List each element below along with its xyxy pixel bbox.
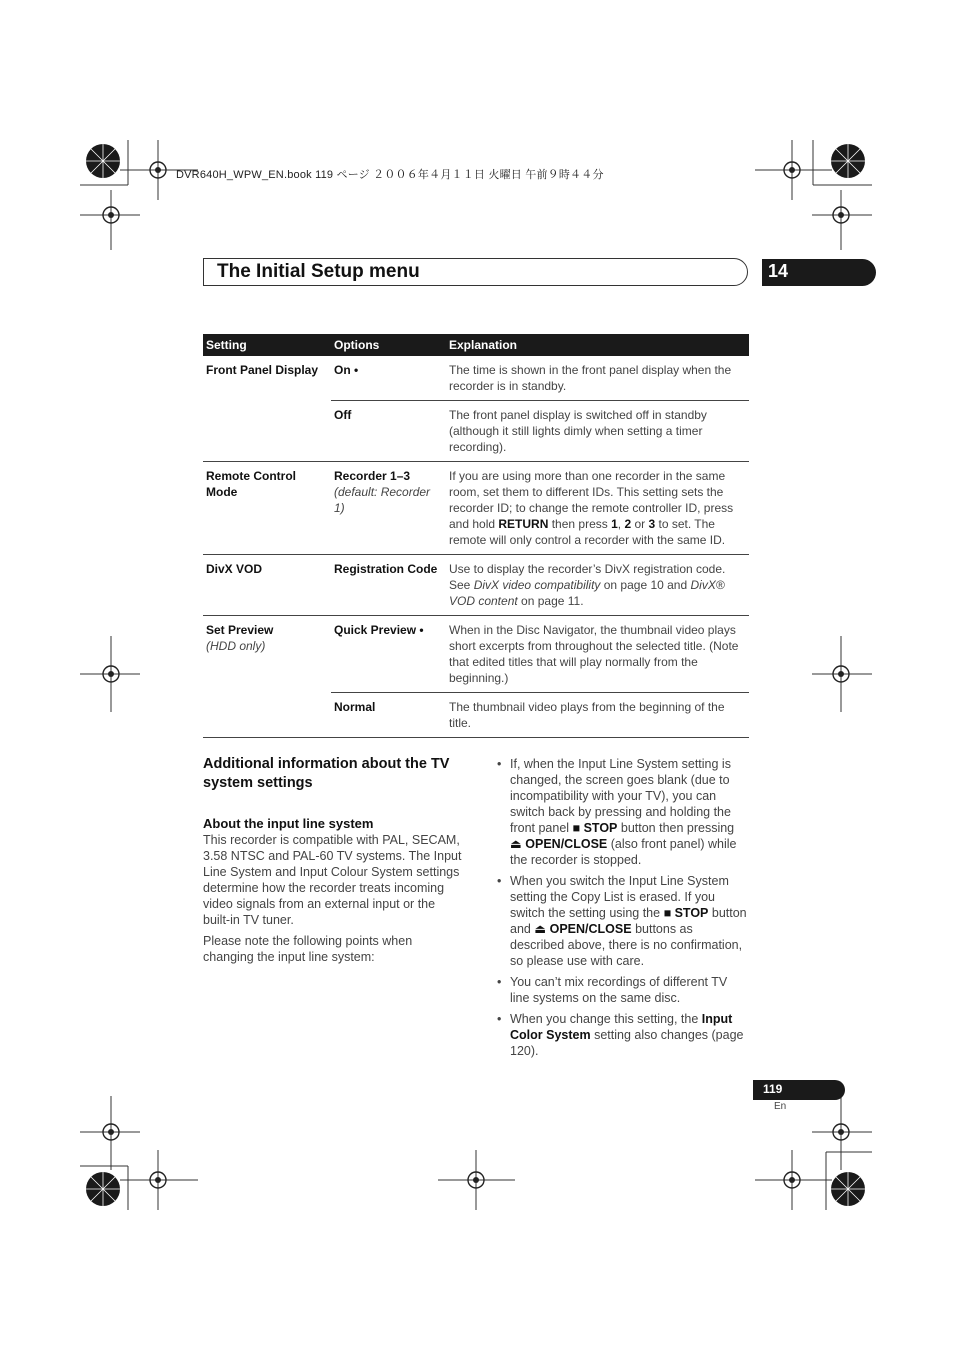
explanation-remote: [446, 462, 749, 555]
heading-tv-system: Additional information about the TV system settings: [203, 756, 450, 791]
setting-set-preview-label: Set Preview: [206, 623, 274, 637]
option-on: On •: [331, 356, 446, 401]
section-title-bar: [203, 258, 748, 286]
setting-remote-control: Remote Control Mode: [203, 462, 331, 555]
text: (also front panel) while the recorder is stopped.: [510, 837, 737, 867]
header-options: Options: [331, 334, 446, 356]
option-normal: Normal: [331, 693, 446, 738]
text: Use to display the recorder’s DivX registration code. See: [449, 562, 726, 592]
table-header-row: [203, 334, 749, 356]
explanation-off: The front panel display is switched off in standby (although it still lights dimly when setting a timer recording).: [446, 401, 749, 462]
header-setting: Setting: [203, 334, 331, 356]
paragraph: Please note the following points when changing the input line system:: [203, 934, 413, 964]
left-column: [203, 755, 465, 970]
header-explanation: Explanation: [446, 334, 749, 356]
text: If, when the Input Line System setting is changed, the screen goes blank (due to incompatibility with your TV), you can switch back by pressing and holding the front panel: [510, 757, 731, 835]
key-open-close: ⏏ OPEN/CLOSE: [534, 922, 632, 936]
text: If you are using more than one recorder in the same room, set them to different IDs. This setting sets the recorder ID; to change the remote controller ID, press and hold: [449, 469, 734, 531]
explanation-normal: The thumbnail video plays from the beginning of the title.: [446, 693, 749, 738]
key-3: 3: [648, 517, 656, 531]
table-row: [203, 555, 749, 616]
subheading-input-line: About the input line system: [203, 816, 374, 831]
list-item: • You can’t mix recordings of different TV line systems on the same disc.: [497, 974, 749, 1006]
bullet-list: [497, 756, 749, 1059]
list-item: [497, 873, 749, 969]
key-stop: ■ STOP: [572, 821, 618, 835]
text: then press: [548, 517, 612, 531]
text: button then pressing: [617, 821, 735, 835]
chapter-tab: [762, 259, 876, 286]
text: on page 10 and: [600, 578, 691, 592]
setting-divx-vod: DivX VOD: [203, 555, 331, 616]
text: When you change this setting, the: [510, 1012, 702, 1026]
ref-divx-compat: DivX video compatibility: [473, 578, 601, 592]
text: button and: [510, 906, 747, 936]
explanation-divx: [446, 555, 749, 616]
table-row: [203, 356, 749, 401]
text: on page 11.: [517, 594, 584, 608]
page-number-tab: [753, 1080, 845, 1100]
setting-input-color-system: Input Color System: [510, 1012, 733, 1042]
text: ,: [617, 517, 625, 531]
option-off: Off: [331, 401, 446, 462]
option-quick-preview: Quick Preview •: [331, 616, 446, 693]
page-number: 119: [763, 1082, 783, 1096]
explanation-on: The time is shown in the front panel display when the recorder is in standby.: [446, 356, 749, 401]
settings-table: [203, 334, 749, 738]
option-recorder: [331, 462, 446, 555]
setting-front-panel: Front Panel Display: [203, 356, 331, 462]
key-open-close: ⏏ OPEN/CLOSE: [510, 837, 608, 851]
text: setting also changes (page 120).: [510, 1028, 744, 1058]
ref-divx-vod: DivX® VOD content: [449, 578, 725, 608]
right-column: [497, 756, 749, 1064]
setting-set-preview-note: (HDD only): [206, 639, 266, 653]
option-recorder-default: (default: Recorder 1): [334, 485, 431, 515]
list-item: [497, 1011, 749, 1059]
option-recorder-label: Recorder 1–3: [334, 469, 411, 483]
key-stop: ■ STOP: [663, 906, 709, 920]
print-header: DVR640H_WPW_EN.book 119 ページ ２００６年４月１１日 火曜日 午前９時４４分: [176, 169, 604, 181]
key-1: 1: [611, 517, 618, 531]
key-return: RETURN: [498, 517, 549, 531]
table-row: [203, 616, 749, 693]
paragraph: This recorder is compatible with PAL, SECAM, 3.58 NTSC and PAL-60 TV systems. The Input Line System and Input Colour System settings determine how the recorder treats incoming video signals from an external input or the built-in TV tuner.: [203, 833, 462, 927]
text: to set. The remote will only control a recorder with the same ID.: [449, 517, 726, 547]
option-registration-code: Registration Code: [331, 555, 446, 616]
text: When you switch the Input Line System setting the Copy List is erased. If you switch the setting using the: [510, 874, 729, 920]
key-2: 2: [624, 517, 632, 531]
language-code: En: [774, 1101, 787, 1112]
setting-set-preview: [203, 616, 331, 738]
text: or: [631, 517, 649, 531]
list-item: [497, 756, 749, 868]
section-title: The Initial Setup menu: [217, 261, 420, 282]
text: buttons as described above, there is no confirmation, so please use with care.: [510, 922, 743, 968]
explanation-quick-preview: When in the Disc Navigator, the thumbnail video plays short excerpts from throughout the selected title. (Note that edited titles that will play normally from the beginning.): [446, 616, 749, 693]
table-row: [203, 462, 749, 555]
chapter-number: 14: [768, 261, 789, 281]
